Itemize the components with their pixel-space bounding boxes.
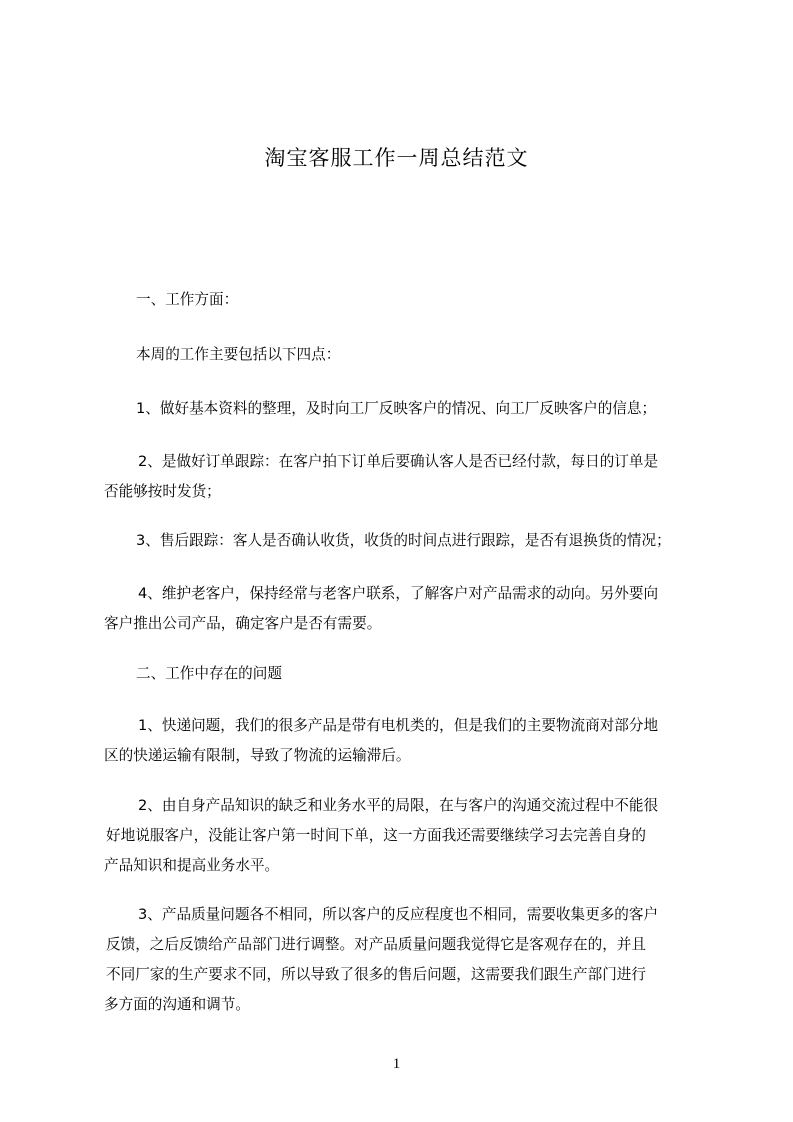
section-1-item-3: 3、售后跟踪：客人是否确认收货，收货的时间点进行跟踪，是否有退换货的情况； (136, 532, 671, 549)
section-1-item-1: 1、做好基本资料的整理，及时向工厂反映客户的情况、向工厂反映客户的信息； (136, 400, 657, 417)
page-number: 1 (392, 1056, 401, 1072)
paragraph-line: 否能够按时发货； (104, 483, 221, 500)
paragraph-line: 3、产品质量问题各不相同，所以客户的反应程度也不相同，需要收集更多的客户 (138, 906, 659, 923)
section-1-item-4 (104, 579, 716, 639)
section-2-heading: 二、工作中存在的问题 (136, 665, 282, 682)
paragraph-line: 客户推出公司产品，确定客户是否有需要。 (104, 615, 382, 632)
paragraph-line: 不同厂家的生产要求不同，所以导致了很多的售后问题，这需要我们跟生产部门进行 (106, 966, 646, 983)
paragraph-line: 多方面的沟通和调节。 (104, 996, 250, 1013)
section-2-item-3 (104, 900, 716, 1020)
section-1-intro: 本周的工作主要包括以下四点： (136, 346, 341, 363)
section-1-item-2 (104, 447, 716, 507)
paragraph-line: 产品知识和提高业务水平。 (104, 857, 280, 874)
paragraph-line: 好地说服客户，没能让客户第一时间下单，这一方面我还需要继续学习去完善自身的 (106, 827, 646, 844)
section-2-item-2 (104, 791, 716, 881)
paragraph-line: 4、维护老客户，保持经常与老客户联系，了解客户对产品需求的动向。另外要向 (138, 585, 659, 602)
paragraph-line: 2、由自身产品知识的缺乏和业务水平的局限，在与客户的沟通交流过程中不能很 (138, 797, 659, 814)
paragraph-line: 反馈，之后反馈给产品部门进行调整。对产品质量问题我觉得它是客观存在的，并且 (106, 936, 646, 953)
paragraph-line: 2、是做好订单跟踪：在客户拍下订单后要确认客人是否已经付款，每日的订单是 (138, 453, 659, 470)
paragraph-line: 区的快递运输有限制，导致了物流的运输滞后。 (104, 747, 411, 764)
section-2-item-1 (104, 711, 716, 771)
paragraph-line: 1、快递问题，我们的很多产品是带有电机类的，但是我们的主要物流商对部分地 (138, 717, 659, 734)
document-title: 淘宝客服工作一周总结范文 (264, 146, 529, 170)
section-1-heading: 一、工作方面： (136, 291, 239, 308)
